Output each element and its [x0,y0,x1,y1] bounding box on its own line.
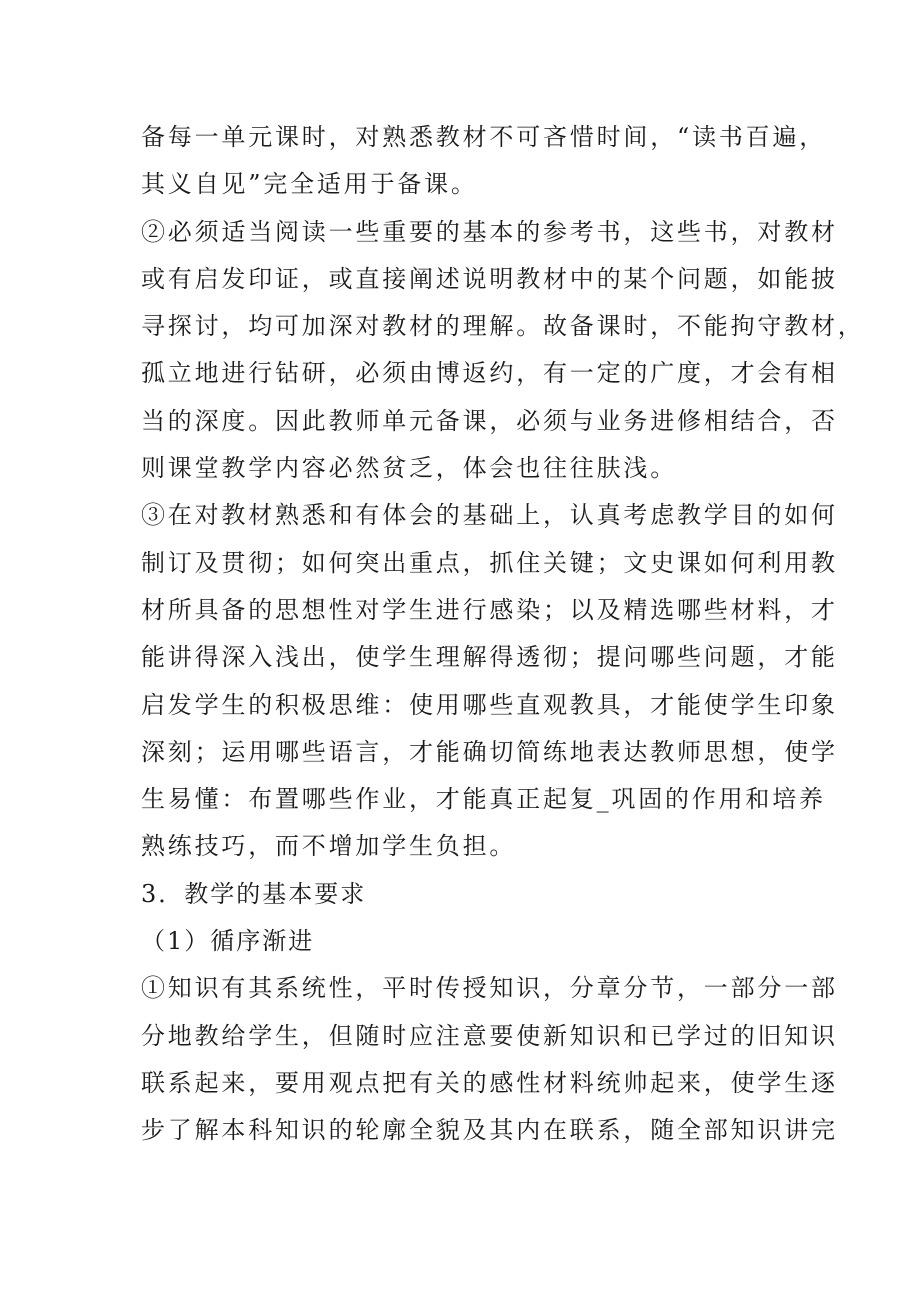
text-line: 材所具备的思想性对学生进行感染；以及精选哪些材料，才 [141,595,838,624]
text-line: 孤立地进行钻研，必须由博返约，有一定的广度，才会有相 [141,359,838,388]
text-line: 能讲得深入浅出，使学生理解得透彻；提问哪些问题，才能 [141,643,838,672]
subsection-heading: （1）循序渐进 [141,927,315,956]
text-line: 启发学生的积极思维：使用哪些直观教具，才能使学生印象 [141,690,838,719]
text-line: 制订及贯彻；如何突出重点，抓住关键；文史课如何利用教 [141,548,838,577]
text-line: 寻探讨，均可加深对教材的理解。故备课时，不能拘守教材， [141,312,865,341]
text-line: ②必须适当阅读一些重要的基本的参考书，这些书，对教材 [141,217,838,246]
text-line: ③在对教材熟悉和有体会的基础上，认真考虑教学目的如何 [141,501,838,530]
text-line: 分地教给学生，但随时应注意要使新知识和已学过的旧知识 [141,1021,838,1050]
text-line: 其义自见”完全适用于备课。 [141,170,478,199]
text-line: 步了解本科知识的轮廓全貌及其内在联系，随全部知识讲完 [141,1116,838,1145]
text-line: 生易懂：布置哪些作业，才能真正起复_巩固的作用和培养 [141,785,826,814]
text-line: ①知识有其系统性，平时传授知识，分章分节，一部分一部 [141,974,838,1003]
text-line: 则课堂教学内容必然贫乏，体会也往往肤浅。 [141,454,677,483]
section-heading: 3．教学的基本要求 [141,879,367,908]
text-line: 备每一单元课时，对熟悉教材不可吝惜时间，“读书百遍， [141,123,827,151]
text-line: 联系起来，要用观点把有关的感性材料统帅起来，使学生逐 [141,1068,838,1097]
text-line: 当的深度。因此教师单元备课，必须与业务进修相结合，否 [141,406,838,435]
text-line: 或有启发印证，或直接阐述说明教材中的某个问题，如能披 [141,264,838,293]
text-line: 深刻；运用哪些语言，才能确切简练地表达教师思想，使学 [141,737,838,766]
text-line: 熟练技巧，而不增加学生负担。 [141,832,517,861]
document-body [141,114,865,1155]
